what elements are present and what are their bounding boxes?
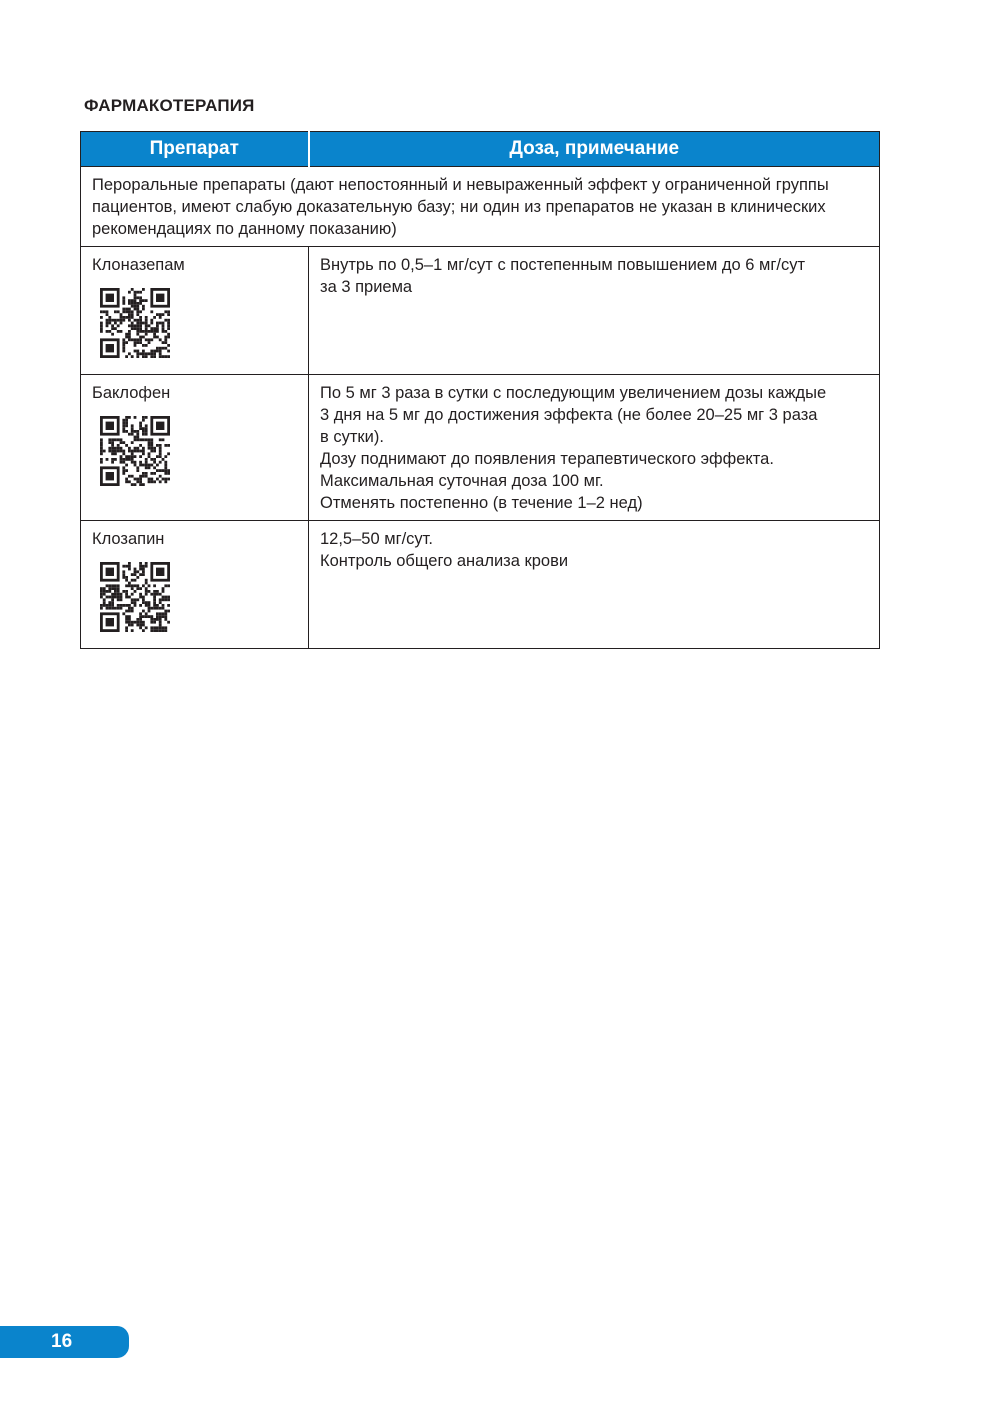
section-title: ФАРМАКОТЕРАПИЯ <box>84 96 255 115</box>
qr-code-icon[interactable] <box>100 288 170 358</box>
dose-line: Контроль общего анализа крови <box>320 552 569 570</box>
dose-cell <box>309 247 880 375</box>
dose-line: Максимальная суточная доза 100 мг. <box>320 472 604 490</box>
qr-code-icon[interactable] <box>100 562 170 632</box>
dose-line: 12,5–50 мг/сут. <box>320 530 433 548</box>
page-number: 16 <box>51 1331 73 1352</box>
dose-line: Внутрь по 0,5–1 мг/сут с постепенным повышением до 6 мг/сут <box>320 256 806 274</box>
dose-line: По 5 мг 3 раза в сутки с последующим увеличением дозы каждые <box>320 384 827 402</box>
column-header-drug: Препарат <box>81 132 309 167</box>
drug-cell <box>81 375 309 521</box>
table-row <box>81 521 880 649</box>
qr-code-icon[interactable] <box>100 416 170 486</box>
dose-line: в сутки). <box>320 428 384 446</box>
dose-cell <box>309 521 880 649</box>
note-row <box>81 167 880 247</box>
drug-cell <box>81 521 309 649</box>
drug-name: Баклофен <box>92 384 171 402</box>
drug-name: Клоназепам <box>92 256 185 274</box>
dose-line: Дозу поднимают до появления терапевтического эффекта. <box>320 450 774 468</box>
table-row <box>81 375 880 521</box>
table-row <box>81 247 880 375</box>
dose-cell <box>309 375 880 521</box>
note-text: Пероральные препараты (дают непостоянный и невыраженный эффект у ограниченной группы пациентов, имеют слабую доказательную базу; ни один из препаратов не указан в клинических рекомендациях по данному показанию) <box>81 167 880 247</box>
dose-line: за 3 приема <box>320 278 413 296</box>
pharmacotherapy-table <box>80 131 880 649</box>
table-header-row <box>81 132 880 167</box>
dose-line: Отменять постепенно (в течение 1–2 нед) <box>320 494 643 512</box>
column-header-dose: Доза, примечание <box>309 132 880 167</box>
dose-line: 3 дня на 5 мг до достижения эффекта (не более 20–25 мг 3 раза <box>320 406 818 424</box>
drug-name: Клозапин <box>92 530 165 548</box>
drug-cell <box>81 247 309 375</box>
